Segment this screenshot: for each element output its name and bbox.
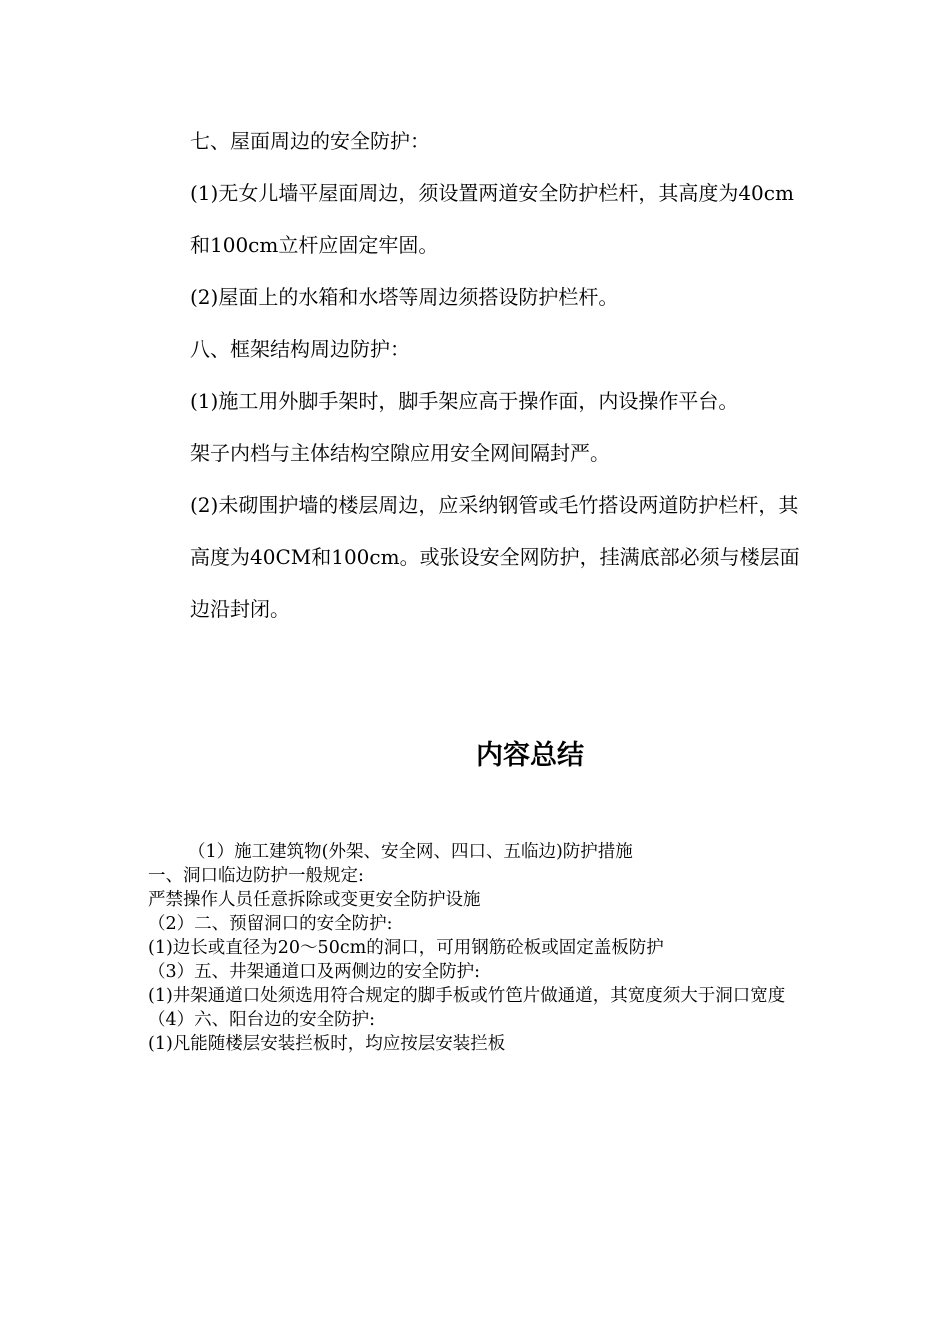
paragraph-frame-1b: 架子内档与主体结构空隙应用安全网间隔封严。: [190, 441, 610, 465]
section-heading-roof: 七、屋面周边的安全防护：: [190, 129, 430, 153]
summary-line: （4）六、阳台边的安全防护:: [148, 1010, 376, 1030]
body-section: [148, 115, 808, 635]
summary-line: （1）施工建筑物(外架、安全网、四口、五临边)防护措施: [188, 842, 633, 862]
summary-section: [148, 840, 803, 1056]
summary-line: (1)井架通道口处须选用符合规定的脚手板或竹笆片做通道，其宽度须大于洞口宽度: [148, 986, 786, 1006]
paragraph-frame-1: (1)施工用外脚手架时，脚手架应高于操作面，内设操作平台。: [190, 389, 739, 413]
summary-title: 内容总结: [476, 740, 584, 771]
summary-line: （3）五、井架通道口及两侧边的安全防护:: [148, 962, 481, 982]
summary-line: (1)边长或直径为20～50cm的洞口，可用钢筋砼板或固定盖板防护: [148, 938, 664, 958]
section-heading-frame: 八、框架结构周边防护：: [190, 337, 410, 361]
paragraph-roof-2: (2)屋面上的水箱和水塔等周边须搭设防护栏杆。: [190, 285, 619, 309]
summary-line: 一、洞口临边防护一般规定:: [148, 866, 364, 886]
summary-line: （2）二、预留洞口的安全防护:: [148, 914, 393, 934]
summary-line: 严禁操作人员任意拆除或变更安全防护设施: [148, 890, 481, 910]
summary-line: (1)凡能随楼层安装拦板时，均应按层安装拦板: [148, 1034, 506, 1054]
paragraph-roof-1: (1)无女儿墙平屋面周边，须设置两道安全防护栏杆，其高度为40cm和100cm立杆应固定牢固。: [190, 181, 794, 257]
paragraph-frame-2: (2)未砌围护墙的楼层周边，应采纳钢管或毛竹搭设两道防护栏杆，其高度为40CM和100cm。或张设安全网防护，挂满底部必须与楼层面边沿封闭。: [190, 493, 800, 621]
